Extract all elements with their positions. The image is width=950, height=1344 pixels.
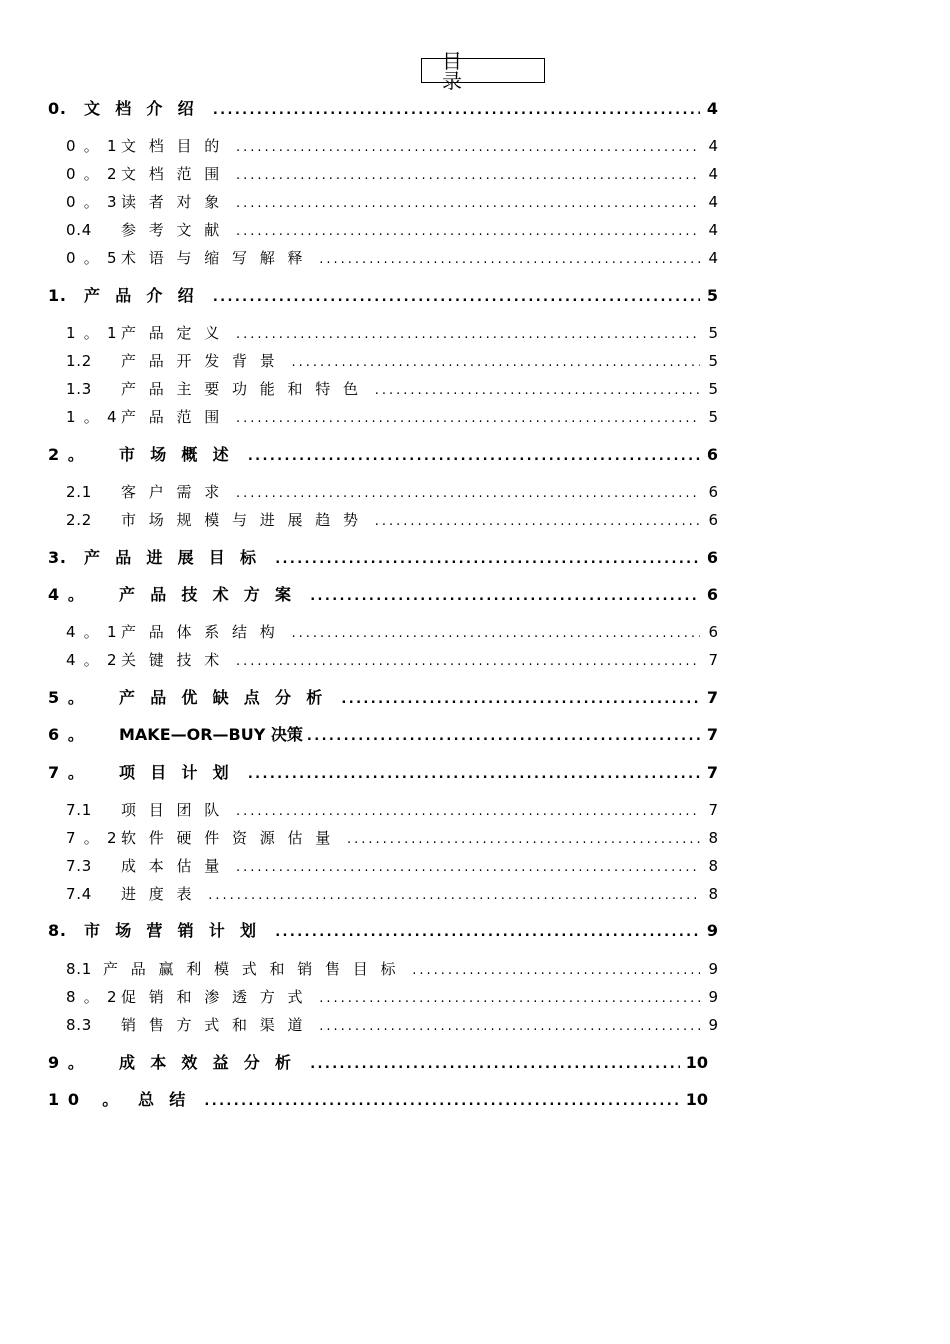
toc-entry-subsection[interactable] bbox=[66, 986, 718, 1008]
toc-entry-page: 7 bbox=[706, 763, 718, 782]
toc-entry-label: 产品技术方案 bbox=[119, 585, 307, 604]
toc-entry-label: 文档范围 bbox=[121, 165, 233, 183]
toc-entry-number: 10 。 bbox=[48, 1090, 128, 1109]
toc-entry-page: 4 bbox=[708, 137, 718, 155]
toc-entry-page: 6 bbox=[708, 623, 718, 641]
toc-entry-section[interactable] bbox=[48, 285, 718, 307]
toc-entry-number: 1.3 bbox=[66, 380, 93, 398]
toc-entry-label: 成本效益分析 bbox=[119, 1053, 307, 1072]
toc-entry-page: 4 bbox=[706, 99, 718, 118]
toc-entry-number: 2。 bbox=[48, 445, 93, 464]
toc-entry-label: 读者对象 bbox=[121, 193, 233, 211]
toc-entry-subsection[interactable] bbox=[66, 378, 718, 400]
dot-leader bbox=[248, 764, 700, 786]
toc-entry-subsection[interactable] bbox=[66, 191, 718, 213]
toc-entry-number: 4。1 bbox=[66, 623, 125, 641]
toc-entry-page: 5 bbox=[706, 286, 718, 305]
toc-entry-label: 进度表 bbox=[121, 885, 205, 903]
toc-entry-page: 6 bbox=[706, 548, 718, 567]
toc-entry-number: 8.3 bbox=[66, 1016, 93, 1034]
toc-entry-label: 项目计划 bbox=[119, 763, 244, 782]
toc-entry-page: 10 bbox=[685, 1090, 708, 1109]
toc-entry-page: 10 bbox=[685, 1053, 708, 1072]
toc-entry-page: 7 bbox=[708, 651, 718, 669]
dot-leader bbox=[319, 1016, 700, 1038]
toc-entry-subsection[interactable] bbox=[66, 883, 718, 905]
dot-leader bbox=[208, 885, 700, 907]
toc-entry-page: 8 bbox=[708, 829, 718, 847]
dot-leader bbox=[236, 193, 700, 215]
toc-entry-number: 0。1 bbox=[66, 137, 125, 155]
toc-entry-page: 6 bbox=[706, 585, 718, 604]
toc-entry-label: 文档介绍 bbox=[84, 99, 209, 118]
dot-leader bbox=[341, 689, 700, 711]
dot-leader bbox=[292, 352, 700, 374]
toc-entry-subsection[interactable] bbox=[66, 135, 718, 157]
toc-entry-section[interactable] bbox=[48, 1089, 708, 1111]
toc-entry-number: 8。2 bbox=[66, 988, 125, 1006]
toc-entry-number: 8.1 bbox=[66, 960, 93, 978]
toc-entry-subsection[interactable] bbox=[66, 481, 718, 503]
toc-entry-subsection[interactable] bbox=[66, 1014, 718, 1036]
dot-leader bbox=[236, 651, 700, 673]
toc-entry-subsection[interactable] bbox=[66, 509, 718, 531]
toc-entry-label: 市场概述 bbox=[119, 445, 244, 464]
toc-entry-page: 7 bbox=[706, 725, 718, 744]
toc-entry-number: 1.2 bbox=[66, 352, 93, 370]
toc-entry-section[interactable] bbox=[48, 687, 718, 709]
toc-entry-number: 7.1 bbox=[66, 801, 93, 819]
toc-entry-page: 7 bbox=[708, 801, 718, 819]
toc-entry-page: 4 bbox=[708, 221, 718, 239]
toc-entry-page: 9 bbox=[708, 960, 718, 978]
toc-entry-number: 1。4 bbox=[66, 408, 125, 426]
dot-leader bbox=[213, 287, 700, 309]
dot-leader bbox=[307, 726, 700, 748]
dot-leader bbox=[412, 960, 700, 982]
toc-entry-number: 3. bbox=[48, 548, 67, 567]
toc-entry-label: 客户需求 bbox=[121, 483, 233, 501]
toc-entry-number: 7。 bbox=[48, 763, 93, 782]
toc-entry-number: 1。1 bbox=[66, 324, 125, 342]
toc-entry-page: 7 bbox=[706, 688, 718, 707]
toc-entry-section[interactable] bbox=[48, 920, 718, 942]
toc-entry-section[interactable] bbox=[48, 547, 718, 569]
toc-entry-label: 市场规模与进展趋势 bbox=[121, 511, 371, 529]
toc-entry-page: 9 bbox=[708, 988, 718, 1006]
toc-entry-label: 术语与缩写解释 bbox=[121, 249, 316, 267]
toc-entry-label: 产品主要功能和特色 bbox=[121, 380, 371, 398]
dot-leader bbox=[375, 511, 700, 533]
toc-entry-subsection[interactable] bbox=[66, 163, 718, 185]
dot-leader bbox=[347, 829, 700, 851]
toc-entry-subsection[interactable] bbox=[66, 406, 718, 428]
toc-entry-label: 软件硬件资源估量 bbox=[121, 829, 344, 847]
toc-entry-page: 8 bbox=[708, 885, 718, 903]
toc-entry-section[interactable] bbox=[48, 584, 718, 606]
toc-entry-label: 成本估量 bbox=[121, 857, 233, 875]
toc-title: 目 录 bbox=[421, 58, 545, 83]
dot-leader bbox=[319, 249, 700, 271]
dot-leader bbox=[236, 408, 700, 430]
toc-entry-page: 9 bbox=[706, 921, 718, 940]
toc-entry-number: 0.4 bbox=[66, 221, 93, 239]
toc-entry-page: 4 bbox=[708, 165, 718, 183]
toc-entry-label: 产品赢利模式和销售目标 bbox=[103, 960, 409, 978]
dot-leader bbox=[375, 380, 700, 402]
dot-leader bbox=[204, 1091, 679, 1113]
dot-leader bbox=[236, 165, 700, 187]
toc-entry-subsection[interactable] bbox=[66, 649, 718, 671]
toc-entry-label: 产品介绍 bbox=[84, 286, 209, 305]
toc-entry-page: 5 bbox=[708, 380, 718, 398]
toc-entry-subsection[interactable] bbox=[66, 322, 718, 344]
dot-leader bbox=[236, 801, 700, 823]
toc-entry-section[interactable] bbox=[48, 762, 718, 784]
toc-entry-page: 4 bbox=[708, 193, 718, 211]
toc-entry-section[interactable] bbox=[48, 1052, 708, 1074]
toc-entry-label: MAKE—OR—BUY 决策 bbox=[119, 725, 303, 744]
toc-entry-subsection[interactable] bbox=[66, 827, 718, 849]
toc-entry-number: 1. bbox=[48, 286, 67, 305]
toc-entry-number: 7。2 bbox=[66, 829, 125, 847]
toc-entry-number: 4。 bbox=[48, 585, 93, 604]
toc-entry-label: 产品定义 bbox=[121, 324, 233, 342]
toc-entry-label: 总结 bbox=[138, 1090, 201, 1109]
toc-entry-page: 8 bbox=[708, 857, 718, 875]
toc-entry-label: 产品优缺点分析 bbox=[119, 688, 338, 707]
toc-entry-label: 产品体系结构 bbox=[121, 623, 288, 641]
toc-entry-label: 关键技术 bbox=[121, 651, 233, 669]
toc-entry-page: 6 bbox=[706, 445, 718, 464]
dot-leader bbox=[248, 446, 700, 468]
toc-entry-number: 0。2 bbox=[66, 165, 125, 183]
toc-entry-subsection[interactable] bbox=[66, 219, 718, 241]
toc-entry-number: 2.2 bbox=[66, 511, 93, 529]
toc-entry-number: 9。 bbox=[48, 1053, 93, 1072]
toc-entry-number: 5。 bbox=[48, 688, 93, 707]
dot-leader bbox=[236, 221, 700, 243]
dot-leader bbox=[213, 100, 700, 122]
dot-leader bbox=[310, 1054, 680, 1076]
toc-entry-label: 销售方式和渠道 bbox=[121, 1016, 316, 1034]
toc-entry-subsection[interactable] bbox=[66, 958, 718, 980]
dot-leader bbox=[236, 137, 700, 159]
toc-entry-page: 6 bbox=[708, 483, 718, 501]
toc-entry-label: 产品范围 bbox=[121, 408, 233, 426]
toc-entry-label: 参考文献 bbox=[121, 221, 233, 239]
toc-entry-label: 产品进展目标 bbox=[84, 548, 272, 567]
toc-entry-number: 2.1 bbox=[66, 483, 93, 501]
toc-entry-subsection[interactable] bbox=[66, 799, 718, 821]
toc-entry-number: 7.4 bbox=[66, 885, 93, 903]
toc-entry-number: 8. bbox=[48, 921, 67, 940]
toc-entry-number: 4。2 bbox=[66, 651, 125, 669]
dot-leader bbox=[319, 988, 700, 1010]
toc-entry-label: 文档目的 bbox=[121, 137, 233, 155]
toc-entry-section[interactable] bbox=[48, 724, 718, 746]
dot-leader bbox=[310, 586, 700, 608]
toc-entry-number: 0。3 bbox=[66, 193, 125, 211]
toc-entry-subsection[interactable] bbox=[66, 621, 718, 643]
toc-entry-number: 7.3 bbox=[66, 857, 93, 875]
toc-entry-number: 6。 bbox=[48, 725, 93, 744]
dot-leader bbox=[236, 857, 700, 879]
toc-entry-page: 5 bbox=[708, 408, 718, 426]
toc-entry-subsection[interactable] bbox=[66, 855, 718, 877]
toc-entry-label: 产品开发背景 bbox=[121, 352, 288, 370]
dot-leader bbox=[275, 549, 700, 571]
toc-entry-label: 促销和渗透方式 bbox=[121, 988, 316, 1006]
toc-entry-section[interactable] bbox=[48, 444, 718, 466]
toc-entry-subsection[interactable] bbox=[66, 350, 718, 372]
toc-entry-page: 5 bbox=[708, 324, 718, 342]
toc-entry-page: 5 bbox=[708, 352, 718, 370]
toc-entry-label: 市场营销计划 bbox=[84, 921, 272, 940]
dot-leader bbox=[236, 324, 700, 346]
toc-entry-page: 6 bbox=[708, 511, 718, 529]
dot-leader bbox=[292, 623, 700, 645]
dot-leader bbox=[236, 483, 700, 505]
toc-entry-number: 0. bbox=[48, 99, 67, 118]
dot-leader bbox=[275, 922, 700, 944]
toc-entry-section[interactable] bbox=[48, 98, 718, 120]
toc-entry-label: 项目团队 bbox=[121, 801, 233, 819]
toc-entry-page: 4 bbox=[708, 249, 718, 267]
toc-entry-page: 9 bbox=[708, 1016, 718, 1034]
toc-entry-number: 0。5 bbox=[66, 249, 125, 267]
toc-entry-subsection[interactable] bbox=[66, 247, 718, 269]
